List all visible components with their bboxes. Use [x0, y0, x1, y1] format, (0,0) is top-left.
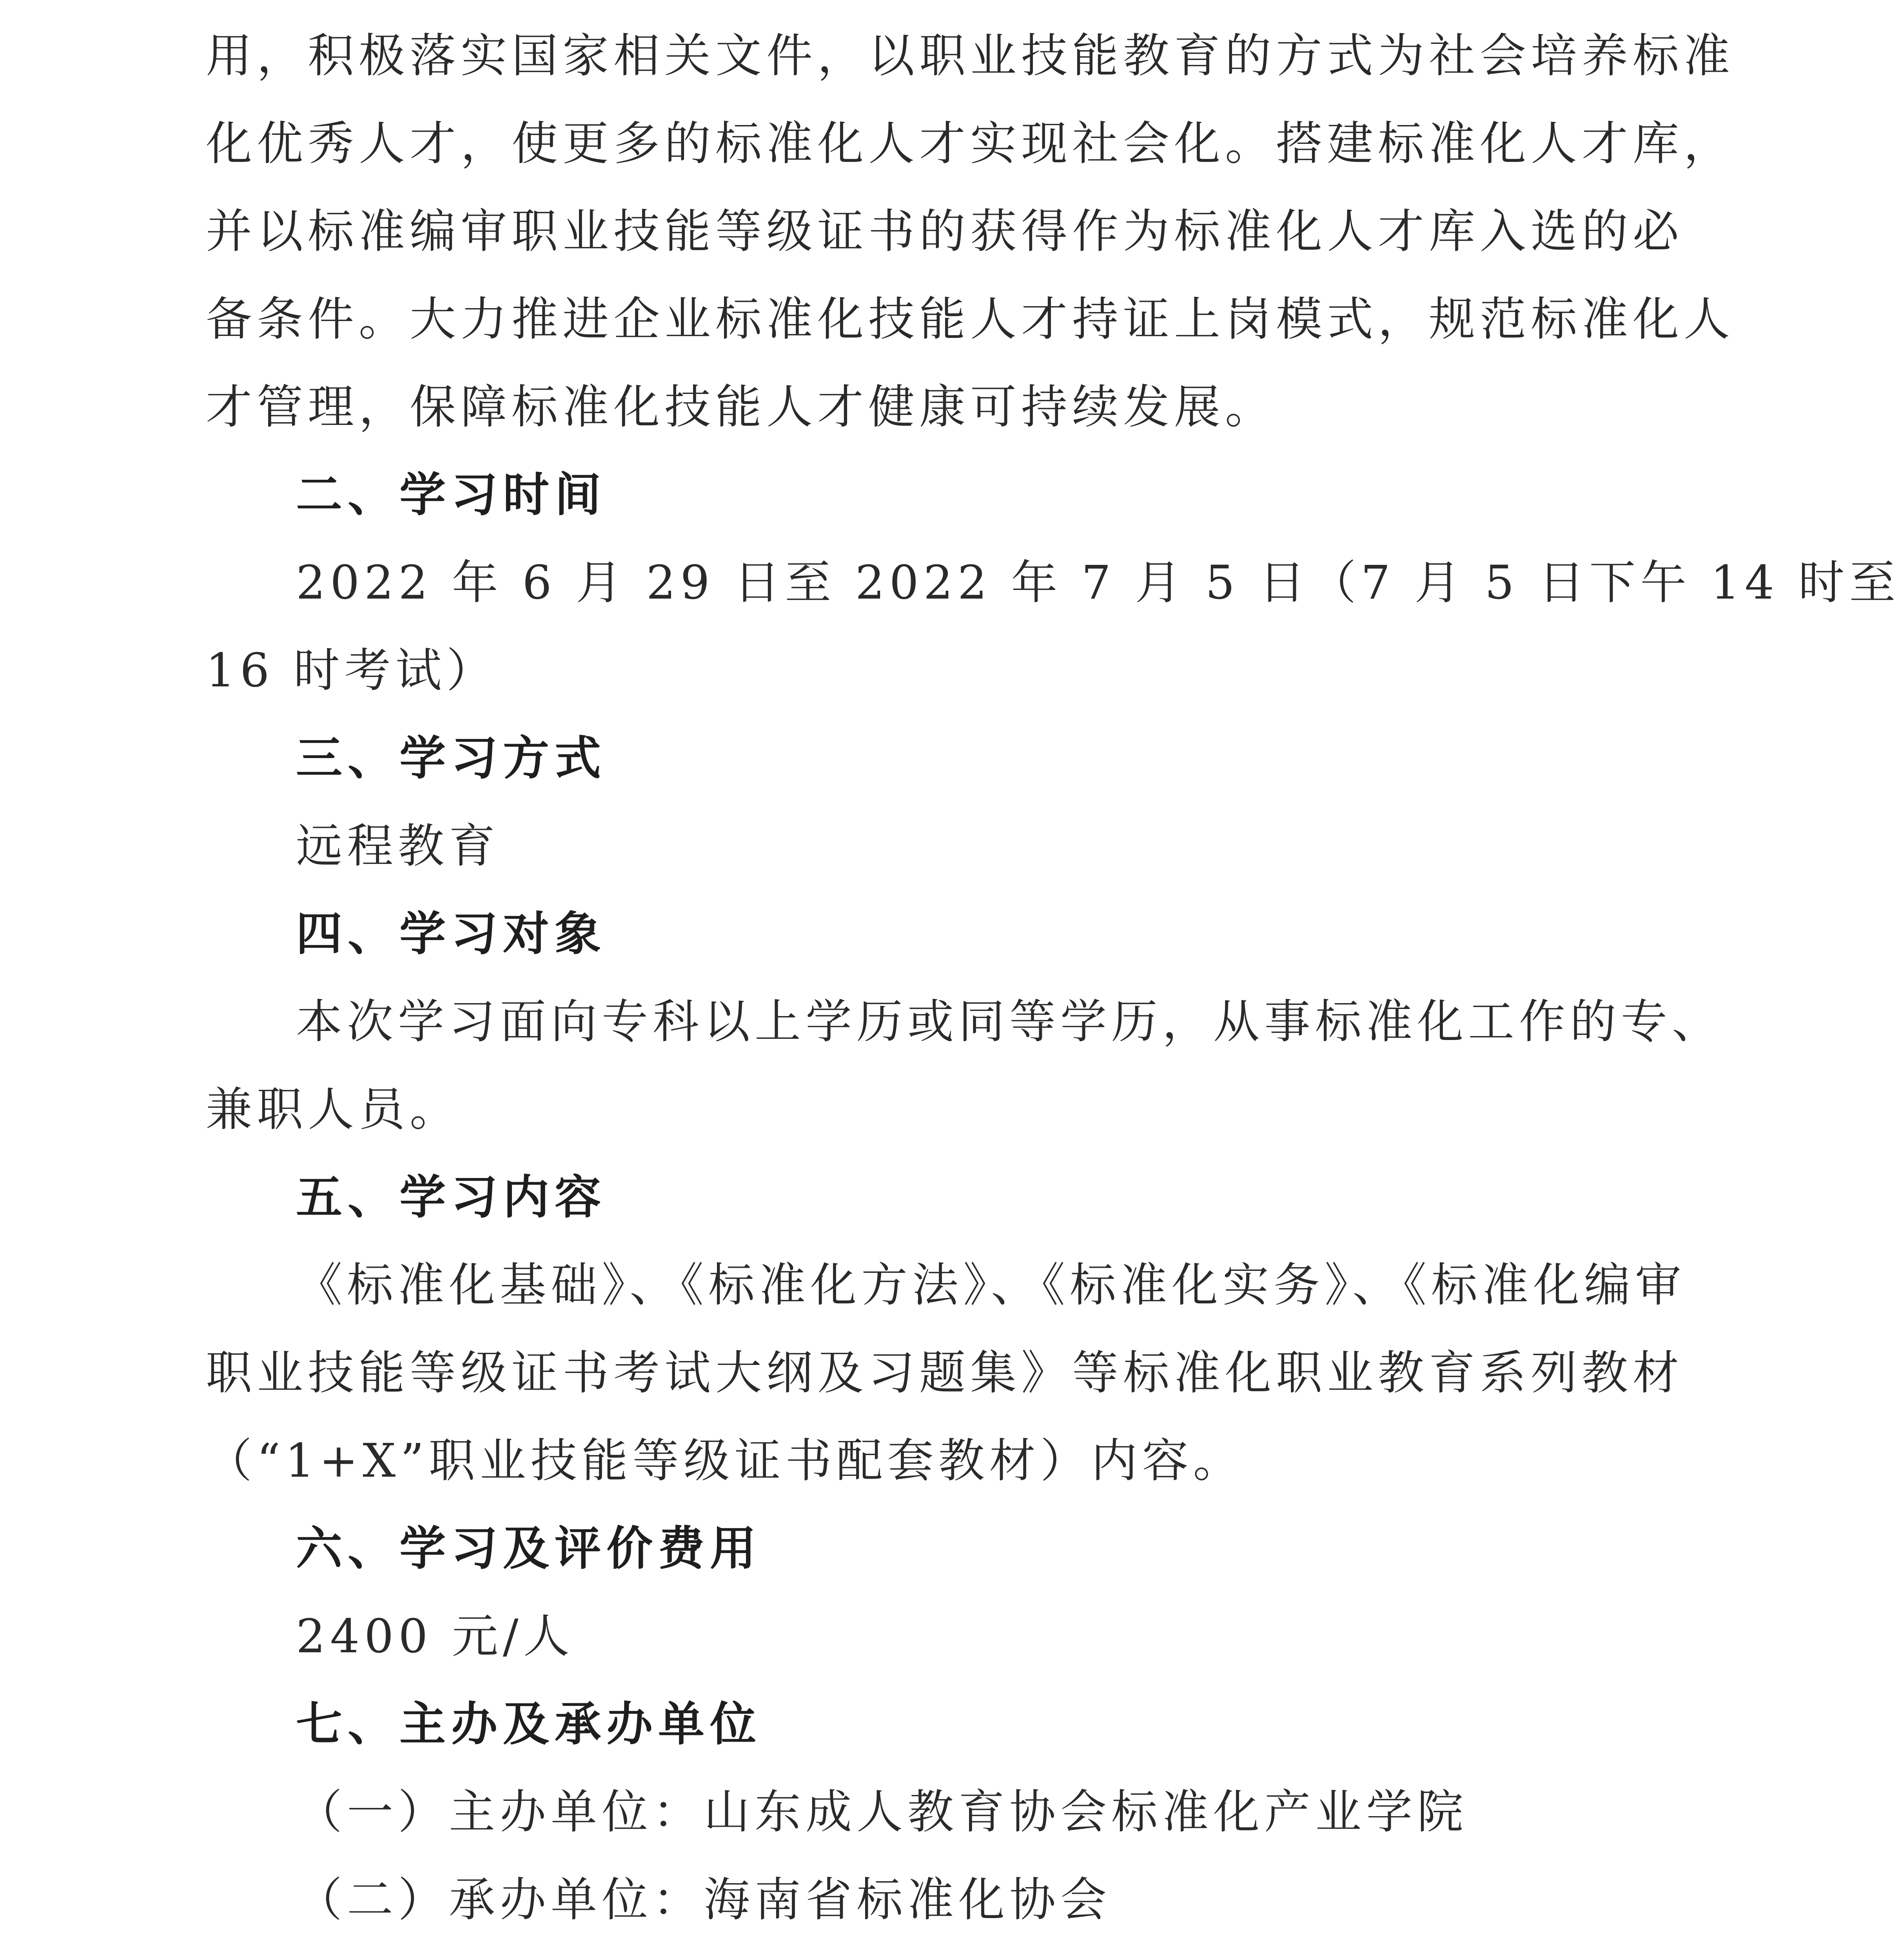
study-target-line-1: 本次学习面向专科以上学历或同等学历，从事标准化工作的专、	[296, 995, 1723, 1049]
intro-line-2: 化优秀人才，使更多的标准化人才实现社会化。搭建标准化人才库，	[206, 116, 1735, 171]
section-heading-study-method: 三、学习方式	[296, 731, 607, 785]
section-heading-fees: 六、学习及评价费用	[296, 1521, 762, 1575]
section-heading-certificate	[296, 1944, 658, 1960]
intro-line-5: 才管理，保障标准化技能人才健康可持续发展。	[206, 380, 1276, 434]
fees-text: 2400 元/人	[296, 1609, 574, 1663]
intro-line-1: 用，积极落实国家相关文件，以职业技能教育的方式为社会培养标准	[206, 29, 1735, 83]
study-time-line-1: 2022 年 6 月 29 日至 2022 年 7 月 5 日（7 月 5 日下午 14 时至	[296, 555, 1900, 610]
section-heading-study-target: 四、学习对象	[296, 907, 607, 961]
study-content-line-3: （“1+X”职业技能等级证书配套教材）内容。	[206, 1434, 1244, 1488]
intro-line-4: 备条件。大力推进企业标准化技能人才持证上岗模式，规范标准化人	[206, 292, 1735, 346]
section-heading-study-time: 二、学习时间	[296, 468, 607, 522]
co-organizer-line: （二）承办单位：海南省标准化协会	[296, 1873, 1112, 1927]
section-heading-organizers: 七、主办及承办单位	[296, 1697, 762, 1751]
section-heading-study-content: 五、学习内容	[296, 1170, 607, 1224]
study-time-line-2: 16 时考试）	[206, 643, 497, 697]
study-content-line-2: 职业技能等级证书考试大纲及习题集》等标准化职业教育系列教材	[206, 1346, 1684, 1400]
intro-line-3: 并以标准编审职业技能等级证书的获得作为标准化人才库入选的必	[206, 204, 1684, 258]
organizer-line: （一）主办单位：山东成人教育协会标准化产业学院	[296, 1785, 1468, 1839]
study-content-line-1: 《标准化基础》、《标准化方法》、《标准化实务》、《标准化编审	[296, 1258, 1686, 1312]
study-method-text: 远程教育	[296, 819, 500, 873]
study-target-line-2: 兼职人员。	[206, 1082, 461, 1136]
